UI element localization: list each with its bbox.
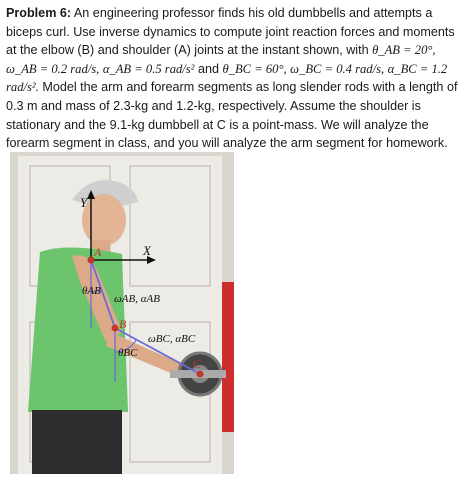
problem-statement xyxy=(6,4,468,153)
point-b-label: B xyxy=(119,317,127,331)
photo-illustration xyxy=(10,152,234,474)
alpha-ab-value: α_AB = 0.5 rad/s² xyxy=(102,61,195,76)
theta-ab-value: θ_AB = 20°, xyxy=(372,43,436,58)
joint-c-marker xyxy=(197,371,204,378)
joint-b-marker xyxy=(112,325,119,332)
y-axis-label: Y xyxy=(80,195,88,210)
omega-alpha-bc-label: ωBC, αBC xyxy=(148,333,196,345)
head xyxy=(82,194,126,246)
omega-alpha-ab-label: ωAB, αAB xyxy=(114,293,160,305)
omega-bc-value: ω_BC = 0.4 rad/s, xyxy=(290,61,385,76)
alpha-bc-value: α_BC = 1.2 rad/s². xyxy=(6,61,448,95)
point-a-label: A xyxy=(94,245,102,259)
shorts xyxy=(32,410,122,474)
bicep-curl-photo xyxy=(10,152,234,474)
omega-ab-value: ω_AB = 0.2 rad/s, xyxy=(6,61,100,76)
theta-ab-label: θAB xyxy=(82,285,101,297)
problem-label: Problem 6: xyxy=(6,6,72,20)
x-axis-label: X xyxy=(143,243,151,258)
red-bag xyxy=(222,282,234,432)
problem-text-2: Model the arm and forearm segments as long slender rods with a length of 0.3 m and mass of 2.3-kg and 1.2-kg, respectively. Assume the shoulder is stationary and the 9.1-kg dumbbell at C is a point-mass. We will analyze the forearm segment in class, and you will analyze the arm segment for homework. xyxy=(6,80,458,151)
theta-bc-value: θ_BC = 60°, xyxy=(222,61,287,76)
problem-text-1: An engineering professor finds his old dumbbells and attempts a biceps curl. Use inverse dynamics to compute joint reaction forces and moments at the elbow (B) and shoulder (A) joints at the instant shown, with xyxy=(6,6,455,58)
and-text: and xyxy=(194,61,223,76)
theta-bc-label: θBC xyxy=(118,347,138,359)
point-c-label: C xyxy=(193,357,202,371)
